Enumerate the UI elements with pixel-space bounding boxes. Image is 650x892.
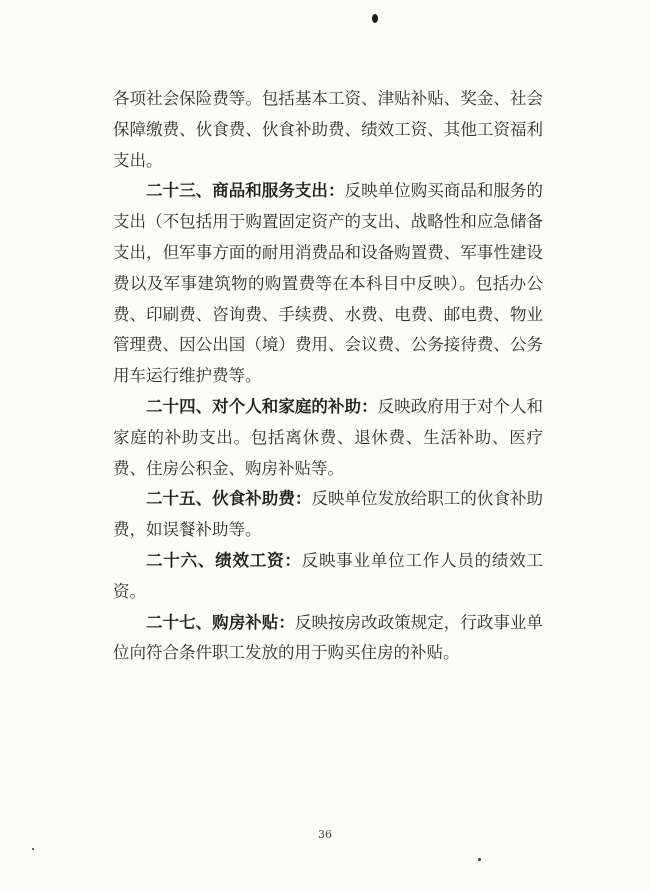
paragraph-heading: 二十六、绩效工资： <box>146 550 302 570</box>
paragraph-household-subsidy <box>113 392 543 484</box>
paragraph-heading: 二十五、伙食补助费： <box>146 489 312 509</box>
ink-mark <box>372 14 378 23</box>
paragraph-heading: 二十七、购房补贴： <box>146 612 295 632</box>
paragraph-performance-pay <box>113 546 543 608</box>
paragraph-body: 反映单位发放给职工的伙食补助费，如误餐补助等。 <box>113 489 544 540</box>
paragraph-meal-subsidy <box>113 484 543 546</box>
paragraph-body: 反映政府用于对个人和家庭的补助支出。包括离休费、退休费、生活补助、医疗费、住房公积金、购房补贴等。 <box>113 396 544 478</box>
page-number: 36 <box>318 828 332 841</box>
paragraph-goods-services <box>113 176 543 392</box>
paragraph-continuation <box>113 84 543 176</box>
scan-speck <box>32 848 34 850</box>
body-text <box>113 84 543 669</box>
paragraph-body: 各项社会保险费等。包括基本工资、津贴补贴、奖金、社会保障缴费、伙食费、伙食补助费、绩效工资、其他工资福利支出。 <box>113 89 543 170</box>
paragraph-body: 反映单位购买商品和服务的支出（不包括用于购置固定资产的支出、战略性和应急储备支出，但军事方面的耐用消费品和设备购置费、军事性建设费以及军事建筑物的购置费等在本科目中反映）。包括办公费、印刷费、咨询费、手续费、水费、电费、邮电费、物业管理费、因公出国（境）费用、会议费、公务接待费、公务用车运行维护费等。 <box>113 181 544 386</box>
paragraph-housing-subsidy <box>113 608 543 670</box>
paragraph-heading: 二十四、对个人和家庭的补助： <box>146 396 378 416</box>
paragraph-heading: 二十三、商品和服务支出： <box>146 181 345 201</box>
paragraph-body: 反映事业单位工作人员的绩效工资。 <box>113 550 544 601</box>
scan-speck <box>478 858 481 861</box>
paragraph-body: 反映按房改政策规定，行政事业单位向符合条件职工发放的用于购买住房的补贴。 <box>113 612 544 663</box>
